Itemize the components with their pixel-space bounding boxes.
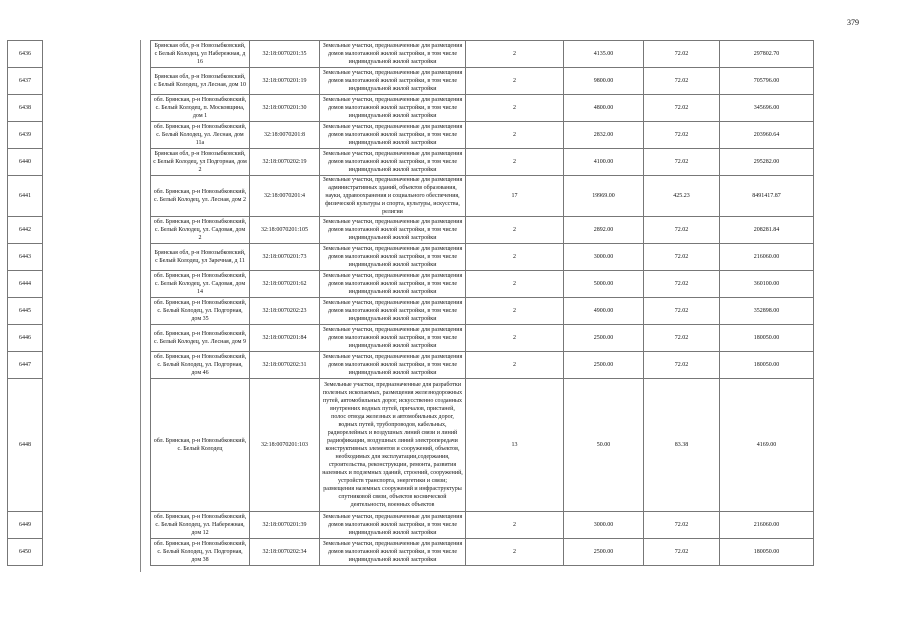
cadastral-number-cell: 32:18:0070202:23 xyxy=(250,298,320,325)
cadastral-value-cell: 203960.64 xyxy=(720,122,814,149)
group-cell: 2 xyxy=(466,539,564,566)
cadastral-number-cell: 32:18:0070202:34 xyxy=(250,539,320,566)
land-purpose-cell: Земельные участки, предназначенные для размещения домов малоэтажной жилой застройки, в том числе индивидуальной жилой застройки xyxy=(320,68,466,95)
address-cell: обл. Брянская, р-н Новозыбковский, с. Белый Колодец, ул. Подгорная, дом 35 xyxy=(151,298,250,325)
row-number: 6436 xyxy=(8,41,43,68)
address-cell: обл. Брянская, р-н Новозыбковский, с. Белый Колодец, ул. Лесная, дом 11а xyxy=(151,122,250,149)
rate-cell: 72.02 xyxy=(644,512,720,539)
table-row xyxy=(8,176,814,217)
address-cell: Брянская обл, р-н Новозыбковский, с Белый Колодец, ул Подгорная, дом 2 xyxy=(151,149,250,176)
group-cell: 2 xyxy=(466,41,564,68)
cadastral-value-cell: 216060.00 xyxy=(720,512,814,539)
land-purpose-cell: Земельные участки, предназначенные для размещения домов малоэтажной жилой застройки, в том числе индивидуальной жилой застройки xyxy=(320,512,466,539)
table-row xyxy=(8,95,814,122)
group-cell: 2 xyxy=(466,122,564,149)
group-cell: 2 xyxy=(466,271,564,298)
cadastral-number-cell: 32:18:0070201:105 xyxy=(250,217,320,244)
rate-cell: 72.02 xyxy=(644,539,720,566)
land-purpose-cell: Земельные участки, предназначенные для размещения домов малоэтажной жилой застройки, в том числе индивидуальной жилой застройки xyxy=(320,41,466,68)
table-row xyxy=(8,325,814,352)
cadastral-value-cell: 8491417.87 xyxy=(720,176,814,217)
row-number: 6439 xyxy=(8,122,43,149)
cadastral-number-cell: 32:18:0070201:62 xyxy=(250,271,320,298)
table-row xyxy=(8,68,814,95)
table-row xyxy=(8,379,814,512)
rate-cell: 72.02 xyxy=(644,352,720,379)
group-cell: 2 xyxy=(466,512,564,539)
group-cell: 2 xyxy=(466,325,564,352)
group-cell: 2 xyxy=(466,149,564,176)
land-purpose-cell: Земельные участки, предназначенные для размещения домов малоэтажной жилой застройки, в том числе индивидуальной жилой застройки xyxy=(320,244,466,271)
address-cell: обл. Брянская, р-н Новозыбковский, с. Белый Колодец, ул. Садовая, дом 14 xyxy=(151,271,250,298)
area-cell: 2500.00 xyxy=(564,352,644,379)
land-purpose-cell: Земельные участки, предназначенные для размещения домов малоэтажной жилой застройки, в том числе индивидуальной жилой застройки xyxy=(320,122,466,149)
row-number: 6440 xyxy=(8,149,43,176)
cadastral-value-cell: 705796.00 xyxy=(720,68,814,95)
land-purpose-cell: Земельные участки, предназначенные для размещения домов малоэтажной жилой застройки, в том числе индивидуальной жилой застройки xyxy=(320,325,466,352)
cadastral-number-cell: 32:18:0070201:8 xyxy=(250,122,320,149)
address-cell: обл. Брянская, р-н Новозыбковский, с. Белый Колодец xyxy=(151,379,250,512)
row-number: 6446 xyxy=(8,325,43,352)
land-purpose-cell: Земельные участки, предназначенные для размещения домов малоэтажной жилой застройки, в том числе индивидуальной жилой застройки xyxy=(320,539,466,566)
rate-cell: 72.02 xyxy=(644,41,720,68)
area-cell: 2500.00 xyxy=(564,325,644,352)
row-number: 6448 xyxy=(8,379,43,512)
cadastral-number-cell: 32:18:0070201:30 xyxy=(250,95,320,122)
cadastral-value-cell: 352898.00 xyxy=(720,298,814,325)
rate-cell: 83.38 xyxy=(644,379,720,512)
area-cell: 4135.00 xyxy=(564,41,644,68)
land-purpose-cell: Земельные участки, предназначенные для разработки полезных ископаемых, размещения железнодорожных путей, автомобильных дорог, искусственно созданных внутренних водных путей, причалов, пристаней, полос отвода железных и автомобильных дорог, водных путей, трубопроводов, кабельных, радиорелейных и воздушных линий связи и линий радиофикации, воздушных линий электропередачи конструктивных элементов и сооружений, объектов, необходимых для эксплуатации,содержания, строительства, реконструкции, ремонта, развития наземных и подземных зданий, строений, сооружений, устройств транспорта, энергетики и связи; размещения наземных сооружений и инфраструктуры спутниковой связи, объектов космической деятельности, военных объектов xyxy=(320,379,466,512)
table-row xyxy=(8,512,814,539)
table-row xyxy=(8,298,814,325)
cadastral-number-cell: 32:18:0070201:35 xyxy=(250,41,320,68)
table-row xyxy=(8,352,814,379)
group-cell: 2 xyxy=(466,217,564,244)
address-cell: обл. Брянская, р-н Новозыбковский, с. Белый Колодец, ул. Лесная, дом 9 xyxy=(151,325,250,352)
table-row xyxy=(8,217,814,244)
row-number: 6443 xyxy=(8,244,43,271)
cadastral-number-cell: 32:18:0070201:19 xyxy=(250,68,320,95)
address-cell: обл. Брянская, р-н Новозыбковский, с. Белый Колодец, п. Московщина, дом 1 xyxy=(151,95,250,122)
address-cell: Брянская обл, р-н Новозыбковский, с Белый Колодец, ул Лесная, дом 10 xyxy=(151,68,250,95)
group-cell: 2 xyxy=(466,244,564,271)
land-purpose-cell: Земельные участки, предназначенные для размещения домов малоэтажной жилой застройки, в том числе индивидуальной жилой застройки xyxy=(320,298,466,325)
area-cell: 2500.00 xyxy=(564,539,644,566)
cadastral-number-cell: 32:18:0070201:73 xyxy=(250,244,320,271)
land-purpose-cell: Земельные участки, предназначенные для размещения домов малоэтажной жилой застройки, в том числе индивидуальной жилой застройки xyxy=(320,217,466,244)
area-cell: 4100.00 xyxy=(564,149,644,176)
cadastral-value-cell: 297802.70 xyxy=(720,41,814,68)
area-cell: 9800.00 xyxy=(564,68,644,95)
land-purpose-cell: Земельные участки, предназначенные для размещения домов малоэтажной жилой застройки, в том числе индивидуальной жилой застройки xyxy=(320,271,466,298)
address-cell: обл. Брянская, р-н Новозыбковский, с. Белый Колодец, ул. Набережная, дом 12 xyxy=(151,512,250,539)
cadastral-value-cell: 208281.84 xyxy=(720,217,814,244)
group-cell: 2 xyxy=(466,95,564,122)
area-cell: 3000.00 xyxy=(564,512,644,539)
row-number: 6447 xyxy=(8,352,43,379)
rate-cell: 72.02 xyxy=(644,149,720,176)
table-row xyxy=(8,271,814,298)
area-cell: 2892.00 xyxy=(564,217,644,244)
group-cell: 2 xyxy=(466,68,564,95)
cadastral-value-cell: 216060.00 xyxy=(720,244,814,271)
rate-cell: 72.02 xyxy=(644,68,720,95)
group-cell: 13 xyxy=(466,379,564,512)
rate-cell: 72.02 xyxy=(644,95,720,122)
area-cell: 4800.00 xyxy=(564,95,644,122)
row-number: 6449 xyxy=(8,512,43,539)
cadastral-number-cell: 32:18:0070201:84 xyxy=(250,325,320,352)
cadastral-number-cell: 32:18:0070201:103 xyxy=(250,379,320,512)
land-purpose-cell: Земельные участки, предназначенные для размещения домов малоэтажной жилой застройки, в том числе индивидуальной жилой застройки xyxy=(320,352,466,379)
page-number: 379 xyxy=(847,18,859,27)
table-row xyxy=(8,41,814,68)
rate-cell: 72.02 xyxy=(644,298,720,325)
land-purpose-cell: Земельные участки, предназначенные для размещения домов малоэтажной жилой застройки, в том числе индивидуальной жилой застройки xyxy=(320,149,466,176)
row-number: 6438 xyxy=(8,95,43,122)
row-number: 6437 xyxy=(8,68,43,95)
rate-cell: 72.02 xyxy=(644,217,720,244)
cadastral-value-cell: 4169.00 xyxy=(720,379,814,512)
area-cell: 3000.00 xyxy=(564,244,644,271)
address-cell: обл. Брянская, р-н Новозыбковский, с. Белый Колодец, ул. Подгорная, дом 38 xyxy=(151,539,250,566)
group-cell: 2 xyxy=(466,298,564,325)
cadastral-value-cell: 295282.00 xyxy=(720,149,814,176)
table-row xyxy=(8,244,814,271)
area-cell: 50.00 xyxy=(564,379,644,512)
table-row xyxy=(8,149,814,176)
rate-cell: 72.02 xyxy=(644,122,720,149)
table-row xyxy=(8,539,814,566)
rate-cell: 425.23 xyxy=(644,176,720,217)
cadastral-value-cell: 345696.00 xyxy=(720,95,814,122)
area-cell: 4900.00 xyxy=(564,298,644,325)
group-cell: 2 xyxy=(466,352,564,379)
row-number: 6444 xyxy=(8,271,43,298)
cadastral-number-cell: 32:18:0070201:4 xyxy=(250,176,320,217)
rate-cell: 72.02 xyxy=(644,244,720,271)
address-cell: обл. Брянская, р-н Новозыбковский, с. Белый Колодец, ул. Лесная, дом 2 xyxy=(151,176,250,217)
cadastral-value-cell: 360100.00 xyxy=(720,271,814,298)
address-cell: Брянская обл, р-н Новозыбковский, с Белый Колодец, ул Заречная, д 11 xyxy=(151,244,250,271)
row-number: 6442 xyxy=(8,217,43,244)
group-cell: 17 xyxy=(466,176,564,217)
table-body xyxy=(8,41,814,566)
land-purpose-cell: Земельные участки, предназначенные для размещения административных зданий, объектов образования, науки, здравоохранения и социального обеспечения, физической культуры и спорта, культуры, искусства, религии xyxy=(320,176,466,217)
address-cell: обл. Брянская, р-н Новозыбковский, с. Белый Колодец, ул. Подгорная, дом 46 xyxy=(151,352,250,379)
rate-cell: 72.02 xyxy=(644,271,720,298)
table-row xyxy=(8,122,814,149)
land-purpose-cell: Земельные участки, предназначенные для размещения домов малоэтажной жилой застройки, в том числе индивидуальной жилой застройки xyxy=(320,95,466,122)
cadastral-value-cell: 180050.00 xyxy=(720,539,814,566)
address-cell: обл. Брянская, р-н Новозыбковский, с. Белый Колодец, ул. Садовая, дом 2 xyxy=(151,217,250,244)
cadastral-value-cell: 180050.00 xyxy=(720,352,814,379)
area-cell: 5000.00 xyxy=(564,271,644,298)
area-cell: 2832.00 xyxy=(564,122,644,149)
cadastral-number-cell: 32:18:0070202:19 xyxy=(250,149,320,176)
rate-cell: 72.02 xyxy=(644,325,720,352)
address-cell: Брянская обл, р-н Новозыбковский, с Белый Колодец, ул Набережная, д 16 xyxy=(151,41,250,68)
row-number: 6441 xyxy=(8,176,43,217)
land-registry-table xyxy=(7,40,814,566)
cadastral-value-cell: 180050.00 xyxy=(720,325,814,352)
area-cell: 19969.00 xyxy=(564,176,644,217)
cadastral-number-cell: 32:18:0070201:39 xyxy=(250,512,320,539)
row-number: 6445 xyxy=(8,298,43,325)
row-number: 6450 xyxy=(8,539,43,566)
cadastral-number-cell: 32:18:0070202:31 xyxy=(250,352,320,379)
